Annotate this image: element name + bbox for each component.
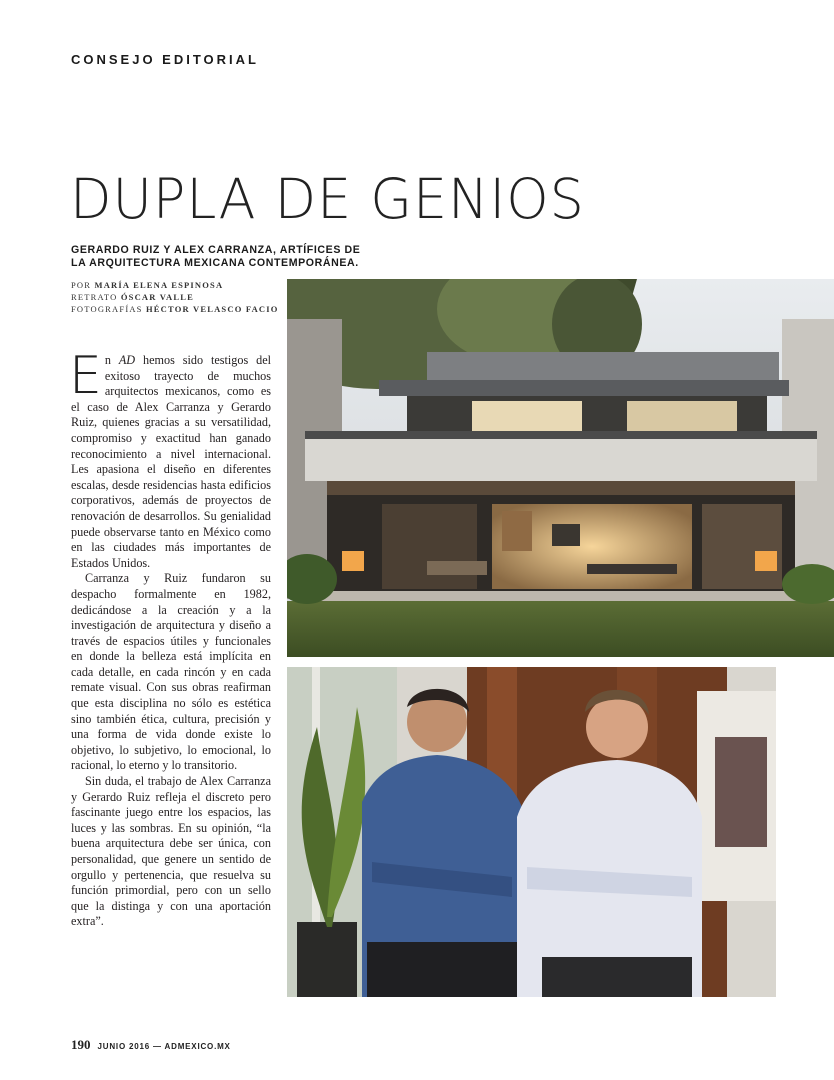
- credit-author: POR MARÍA ELENA ESPINOSA: [71, 280, 224, 290]
- page-footer: [71, 1037, 231, 1053]
- deck-line: GERARDO RUIZ Y ALEX CARRANZA, ARTÍFICES DE: [71, 244, 361, 256]
- credit-portrait: RETRATO ÓSCAR VALLE: [71, 292, 194, 302]
- page-number: 190: [71, 1037, 91, 1052]
- article-body: [69, 346, 271, 930]
- site-url: — ADMEXICO.MX: [153, 1042, 231, 1051]
- issue-date: JUNIO 2016: [97, 1042, 150, 1051]
- paragraph: Sin duda, el trabajo de Alex Carranza y Gerardo Ruiz refleja el discreto pero fascinante juego entre los espacios, las luces y las sombras. En su opinión, “la buena arquitectura debe ser única, con personalidad, que genere un sentido de orgullo y pertenencia, que resuelva su función primordial, pero con un sello que la distinga y con una aportación extra”.: [71, 774, 271, 929]
- drop-cap: E: [69, 346, 102, 406]
- credit-photos: FOTOGRAFÍAS HÉCTOR VELASCO FACIO: [71, 304, 279, 314]
- paragraph: Carranza y Ruiz fundaron su despacho formalmente en 1982, dedicándose a la creación y a la investigación de arquitectura y diseño a través de espacios útiles y funcionales en donde la belleza está implícita en cada detalle, en cada rincón y en cada remate visual. Con sus obras reafirman que esta disciplina no sólo es estética sino también ética, cultura, precisión y una forma de vida donde existe lo objetivo, lo subjetivo, lo emocional, lo racional, lo eterno y lo transitorio.: [71, 571, 271, 773]
- deck-line: LA ARQUITECTURA MEXICANA CONTEMPORÁNEA.: [71, 257, 359, 269]
- portrait-photo: [287, 667, 776, 997]
- section-label: CONSEJO EDITORIAL: [71, 52, 260, 67]
- credits: [71, 279, 279, 315]
- house-photo: [287, 279, 834, 657]
- paragraph: En AD hemos sido testigos del exitoso trayecto de muchos arquitectos mexicanos, como es el caso de Alex Carranza y Gerardo Ruiz, quienes gracias a su versatilidad, compromiso y exactitud han ganado reconocimiento a nivel internacional. Les apasiona el diseño en diferentes escalas, desde residencias hasta edificios corporativos, además de proyectos de renovación de desarrollos. Su genialidad puede observarse tanto en México como en las ciudades más importantes de Estados Unidos.: [69, 346, 271, 570]
- article-title: DUPLA DE GENIOS: [70, 167, 585, 231]
- house-illustration: [287, 279, 834, 657]
- portrait-illustration: [287, 667, 776, 997]
- article-deck: [71, 244, 371, 270]
